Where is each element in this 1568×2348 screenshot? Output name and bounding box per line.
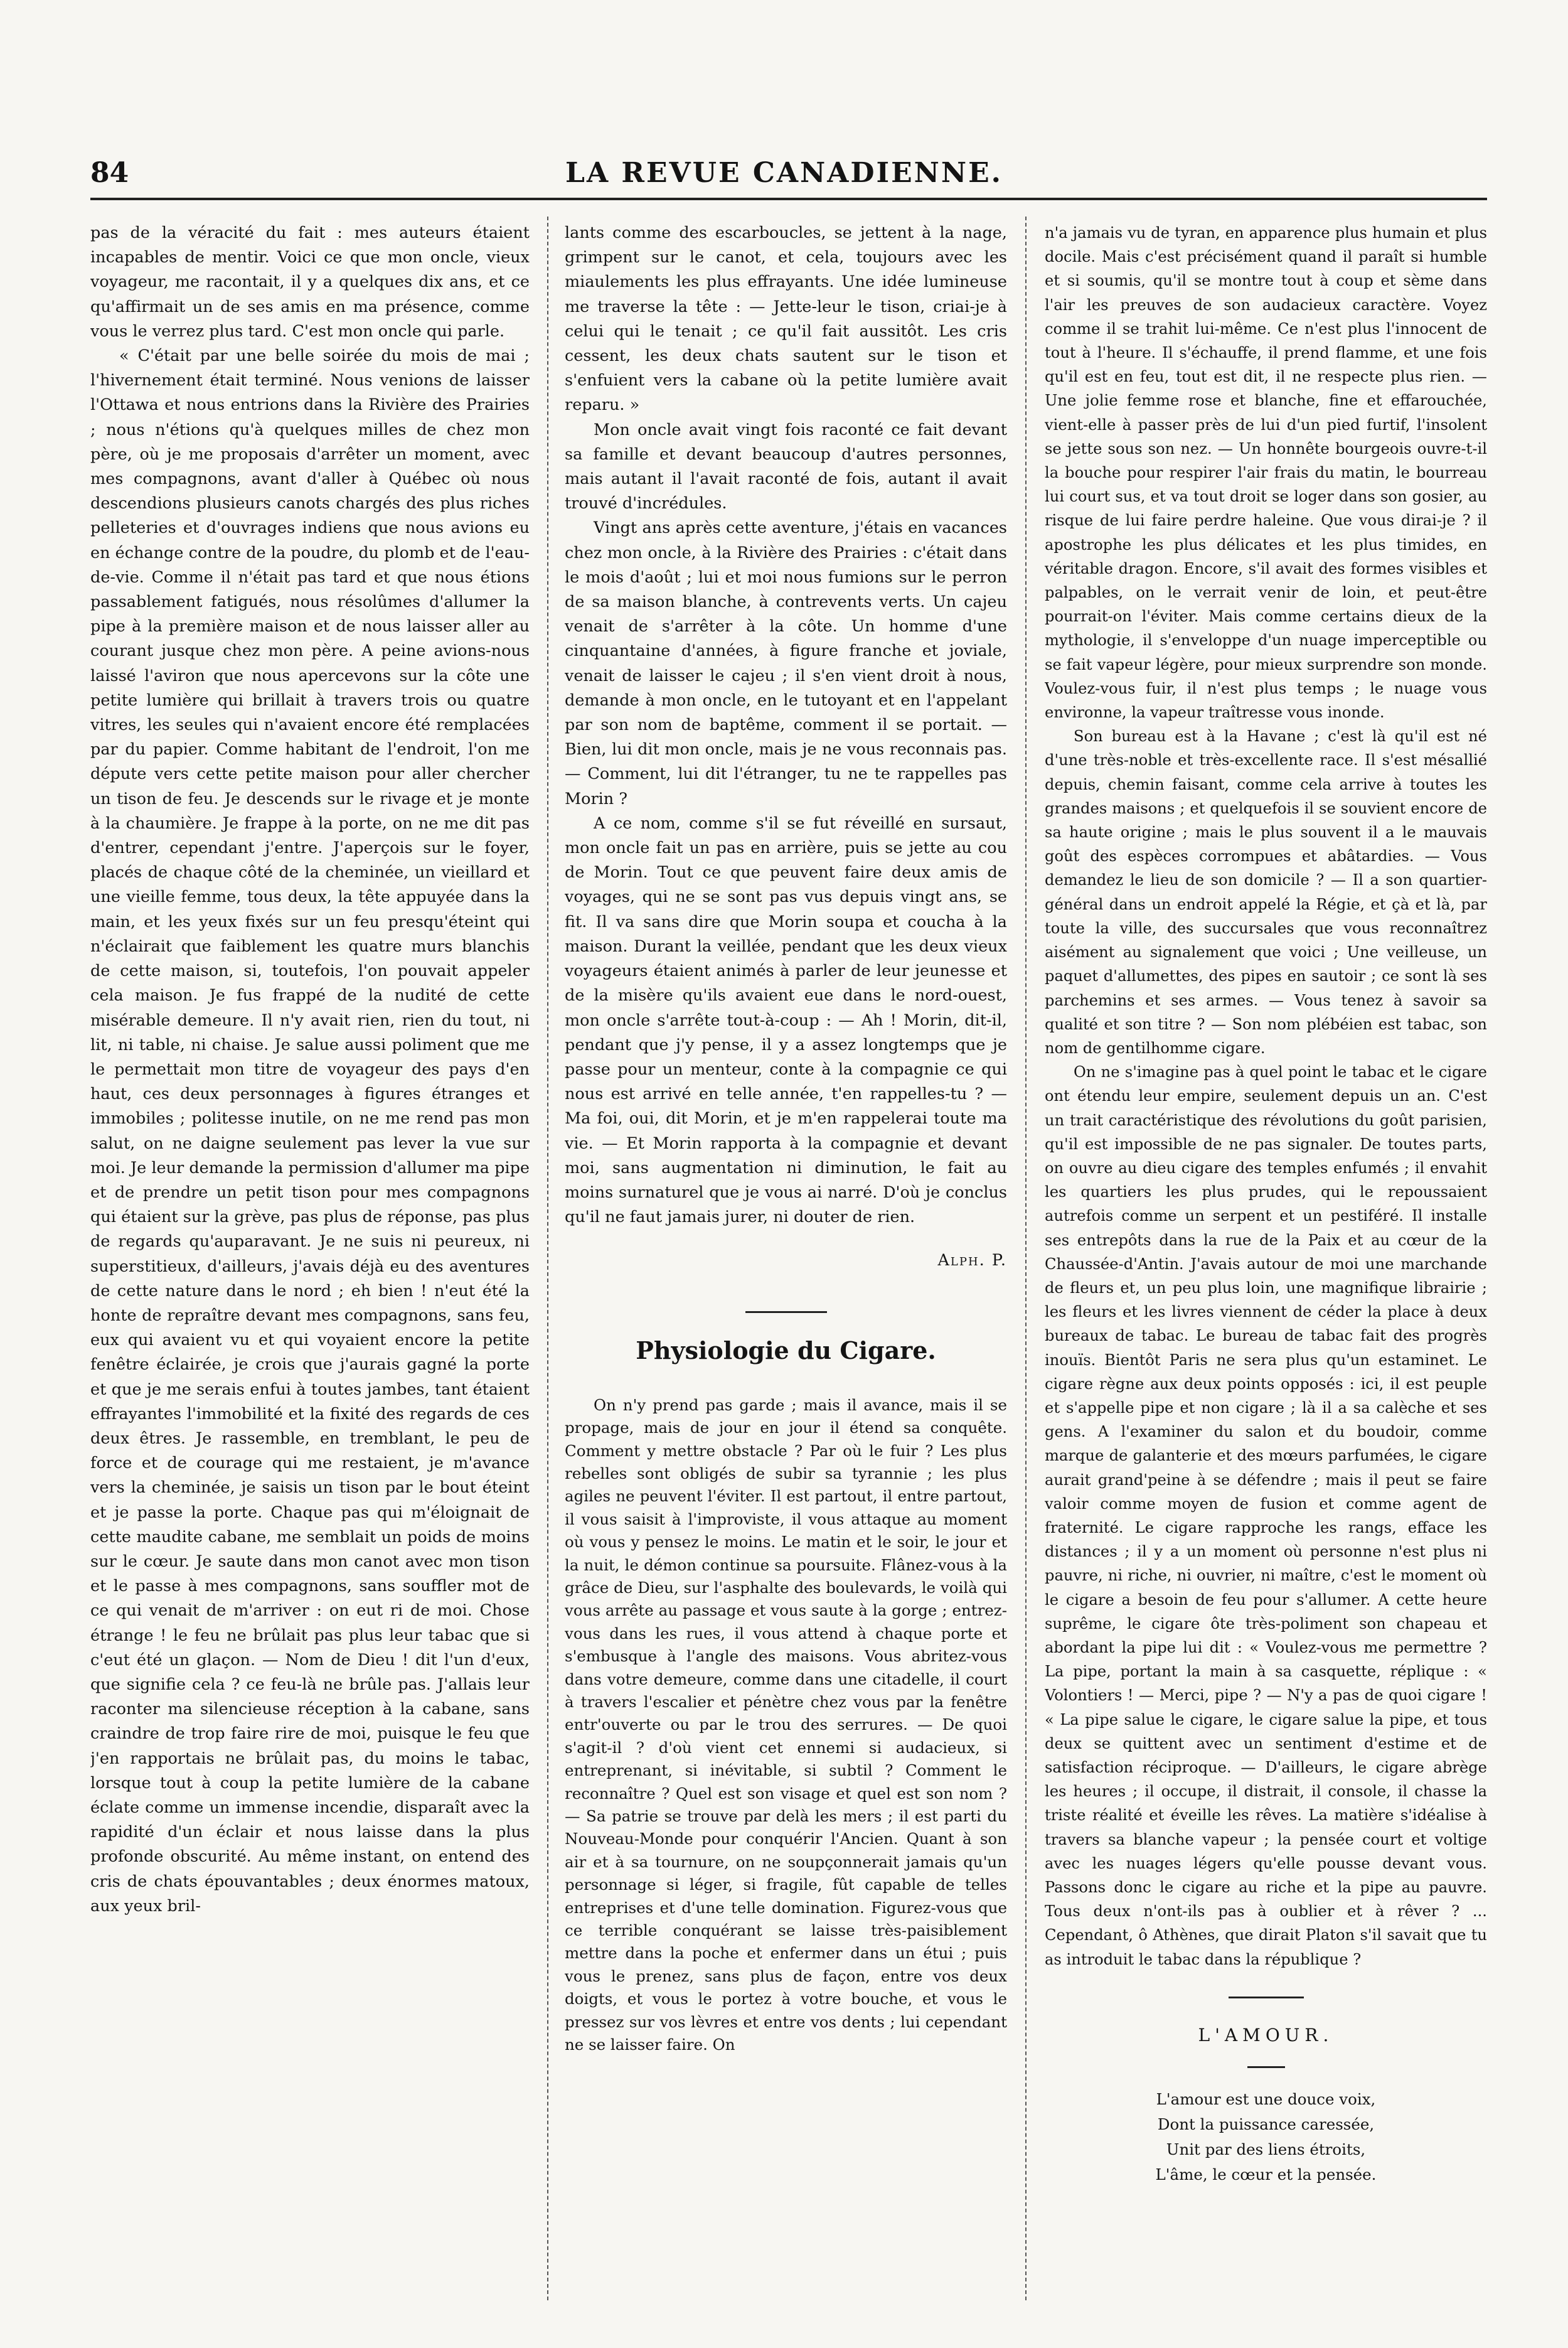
paragraph: n'a jamais vu de tyran, en apparence plus humain et plus docile. Mais c'est précisément quand il paraît si humble et si soumis, qu'il se montre tout à coup et sème dans l'air les preuves de son audacieux caractère. Voyez comme il se trahit lui-même. Ce n'est plus l'innocent de tout à l'heure. Il s'échauffe, il prend flamme, et une fois qu'il est en feu, tout est dit, il ne respecte plus rien. — Une jolie femme rose et blanche, fine et effarouchée, vient-elle à passer près de lui d'un pied furtif, l'insolent se jette sous son nez. — Un honnête bourgeois ouvre-t-il la bouche pour respirer l'air frais du matin, le bourreau lui court sus, et va tout droit se loger dans son gosier, au risque de lui faire perdre haleine. Que vous dirai-je ? il apostrophe les plus délicates et les plus timides, en véritable dragon. Encore, s'il avait des formes visibles et palpables, on le verrait venir de loin, et peut-être pourrait-on l'éviter. Mais comme certains dieux de la mythologie, il s'enveloppe d'un nuage imperceptible ou se fait vapeur légère, pour mieux surprendre son monde. Voulez-vous fuir, il n'est plus temps ; le nuage vous environne, la vapeur traîtresse vous inonde. bbox=[1045, 224, 1487, 722]
poem-title: L'AMOUR. bbox=[1198, 2024, 1334, 2045]
column-divider bbox=[547, 217, 548, 2300]
paragraph: Son bureau est à la Havane ; c'est là qu'il est né d'une très-noble et très-excellente race. Il s'est mésallié depuis, chemin faisant, comme cela arrive à toutes les grandes maisons ; et quelquefois il se souvient encore de sa haute origine ; mais le plus souvent il a le mauvais goût des espèces corrompues et abâtardies. — Vous demandez le lieu de son domicile ? — Il a son quartier-général dans un endroit appelé la Régie, et çà et là, par toute la ville, des succursales que vous reconnaîtrez aisément au signalement que voici ; Une veilleuse, un paquet d'allumettes, des pipes en sautoir ; ce sont là ses parchemins et ses armes. — Vous tenez à savoir sa qualité et son titre ? — Son nom plébéien est tabac, son nom de gentilhomme cigare. bbox=[1045, 727, 1487, 1057]
paragraph: On ne s'imagine pas à quel point le tabac et le cigare ont étendu leur empire, seulement depuis un an. C'est un trait caractéristique des révolutions du goût parisien, qu'il est impossible de ne pas signaler. De toutes parts, on ouvre au dieu cigare des temples enfumés ; il envahit les quartiers les plus prudes, qui le repoussaient autrefois comme un serpent et un pestiféré. Il installe ses entrepôts dans la rue de la Paix et au cœur de la Chaussée-d'Antin. J'avais autour de moi une marchande de fleurs et, un peu plus loin, une magnifique librairie ; les fleurs et les livres viennent de céder la place à deux bureaux de tabac. Le bureau de tabac fait des progrès inouïs. Bientôt Paris ne sera plus qu'un estaminet. Le cigare règne aux deux points opposés : ici, il est peuple et s'appelle pipe et non cigare ; là il a sa calèche et ses gens. A l'examiner du salon et du boudoir, comme marque de galanterie et des mœurs parfumées, le cigare aurait grand'peine à se défendre ; mais il peut se faire valoir comme moyen de fusion et comme agent de fraternité. Le cigare rapproche les rangs, efface les distances ; il y a un moment où personne n'est plus ni pauvre, ni riche, ni ouvrier, ni maître, c'est le moment où le cigare a besoin de feu pour s'allumer. A cette heure suprême, le cigare ôte très-poliment son chapeau et abordant la pipe lui dit : « Voulez-vous me permettre ? La pipe, portant la main à sa casquette, réplique : « Volontiers ! — Merci, pipe ? — N'y a pas de quoi cigare ! « La pipe salue le cigare, le cigare salue la pipe, et tous deux se quittent avec un sentiment d'estime et de satisfaction réciproque. — D'ailleurs, le cigare abrège les heures ; il occupe, il distrait, il console, il chasse la triste réalité et éveille les rêves. La matière s'idéalise à travers sa blanche vapeur ; la pensée court et voltige avec les nuages légers qu'elle pousse devant vous. Passons donc le cigare au riche et la pipe au pauvre. Tous deux n'ont-ils pas à oublier et à rêver ? ... Cependant, ô Athènes, que dirait Platon s'il savait que tu as introduit le tabac dans la république ? bbox=[1045, 1063, 1487, 1968]
column-2 bbox=[565, 221, 1007, 2292]
poem-line: Dont la puissance caressée, bbox=[1157, 2115, 1375, 2134]
author-signature: Alph. P. bbox=[937, 1251, 1007, 1270]
page-number: 84 bbox=[90, 157, 129, 189]
column-3 bbox=[1045, 221, 1487, 2292]
section-title: Physiologie du Cigare. bbox=[636, 1336, 936, 1364]
poem-line: Unit par des liens étroits, bbox=[1166, 2140, 1366, 2159]
section-body bbox=[565, 1394, 1007, 2057]
section-separator bbox=[745, 1311, 827, 1313]
section-separator bbox=[1229, 1997, 1304, 1998]
paragraph: A ce nom, comme s'il se fut réveillé en sursaut, mon oncle fait un pas en arrière, puis se jette au cou de Morin. Tout ce que peuvent faire deux amis de voyages, qui ne se sont pas vus depuis vingt ans, se fit. Il va sans dire que Morin soupa et coucha à la maison. Durant la veillée, pendant que les deux vieux voyageurs étaient animés à parler de leur jeunesse et de la misère qu'ils avaient eue dans le nord-ouest, mon oncle s'arrête tout-à-coup : — Ah ! Morin, dit-il, pendant que j'y pense, il y a assez longtemps que je passe pour un menteur, conte à la compagnie ce qui nous est arrivé en telle année, t'en rappelles-tu ? — Ma foi, oui, dit Morin, et je m'en rappelerai toute ma vie. — Et Morin rapporta à la compagnie et devant moi, sans augmentation ni diminution, le fait au moins surnaturel que je vous ai narré. D'où je conclus qu'il ne faut jamais jurer, ni douter de rien. bbox=[565, 813, 1007, 1227]
paragraph: lants comme des escarboucles, se jettent à la nage, grimpent sur le canot, et cela, toujours avec les miaulements les plus effrayants. Une idée lumineuse me traverse la tête : — Jette-leur le tison, criai-je à celui qui le tenait ; ce qu'il fait aussitôt. Les cris cessent, les deux chats sautent sur le tison et s'enfuient vers la cabane où la petite lumière avait reparu. » bbox=[565, 223, 1007, 415]
paragraph: « C'était par une belle soirée du mois de mai ; l'hivernement était terminé. Nous venions de laisser l'Ottawa et nous entrions dans la Rivière des Prairies ; nous n'étions qu'à quelques milles de chez mon père, où je me proposais d'arrêter un moment, avec mes compagnons, avant d'aller à Québec où nous descendions plusieurs canots chargés des plus riches pelleteries et d'ouvrages indiens que nous avions eu en échange contre de la poudre, du plomb et de l'eau-de-vie. Comme il n'était pas tard et que nous étions passablement fatigués, nous résolûmes d'allumer la pipe à la première maison et de nous laisser aller au courant jusque chez mon père. A peine avions-nous laissé l'aviron que nous apercevons sur la côte une petite lumière qui brillait à travers trois ou quatre vitres, les seules qui n'avaient encore été remplacées par du papier. Comme habitant de l'endroit, l'on me députe vers cette petite maison pour aller chercher un tison de feu. Je descends sur le rivage et je monte à la chaumière. Je frappe à la porte, on ne me dit pas d'entrer, cependant j'entre. J'aperçois sur le foyer, placés de chaque côté de la cheminée, un vieillard et une vieille femme, tous deux, la tête appuyée dans la main, et les yeux fixés sur un feu presqu'éteint qui n'éclairait que faiblement les quatre murs blanchis de cette maison, si, toutefois, l'on pouvait appeler cela maison. Je fus frappé de la nudité de cette misérable demeure. Il n'y avait rien, rien du tout, ni lit, ni table, ni chaise. Je salue aussi poliment que me le permettait mon titre de voyageur des pays d'en haut, ces deux personnages à figures étranges et immobiles ; politesse inutile, on ne me rend pas mon salut, on ne daigne seulement pas lever la vue sur moi. Je leur demande la permission d'allumer ma pipe et de prendre un petit tison pour mes compagnons qui étaient sur la grève, pas plus de réponse, pas plus de regards qu'auparavant. Je ne suis ni peureux, ni superstitieux, d'ailleurs, j'avais déjà eu des aventures de cette nature dans le nord ; eh bien ! n'eut été la honte de repraître devant mes compagnons, sans feu, eux qui avaient vu et qui voyaient encore la petite fenêtre éclairée, je crois que j'aurais gagné la porte et que je me serais enfui à toutes jambes, tant étaient effrayantes l'immobilité et la fixité des regards de ces deux êtres. Je rassemble, en tremblant, le peu de force et de courage qui me restaient, je m'avance vers la cheminée, je saisis un tison par le bout éteint et je passe la porte. Chaque pas qui m'éloignait de cette maudite cabane, me semblait un poids de moins sur le cœur. Je saute dans mon canot avec mon tison et le passe à mes compagnons, sans souffler mot de ce qui venait de m'arriver : on eut ri de moi. Chose étrange ! le feu ne brûlait pas plus leur tabac que si c'eut été un glaçon. — Nom de Dieu ! dit l'un d'eux, que signifie cela ? ce feu-là ne brûle pas. J'allais leur raconter ma silencieuse réception à la cabane, sans craindre de trop faire rire de moi, puisque le feu que j'en rapportais ne brûlait pas, du moins le tabac, lorsque tout à coup la petite lumière de la cabane éclate comme un immense incendie, disparaît avec la rapidité d'un éclair et nous laisse dans la plus profonde obscurité. Au même instant, on entend des cris de chats épouvantables ; deux énormes matoux, aux yeux bril- bbox=[90, 346, 530, 1916]
poem-separator bbox=[1247, 2066, 1285, 2068]
paragraph: Vingt ans après cette aventure, j'étais en vacances chez mon oncle, à la Rivière des Prairies : c'était dans le mois d'août ; lui et moi nous fumions sur le perron de sa maison blanche, à contrevents verts. Un cajeu venait de s'arrêter à la côte. Un homme d'une cinquantaine d'années, à figure franche et joviale, venait de laisser le cajeu ; il s'en vient droit à nous, demande à mon oncle, en le tutoyant et en l'appelant par son nom de baptême, comment il se portait. — Bien, lui dit mon oncle, mais je ne vous reconnais pas. — Comment, lui dit l'étranger, tu ne te rappelles pas Morin ? bbox=[565, 518, 1007, 808]
journal-title: LA REVUE CANADIENNE. bbox=[565, 157, 1003, 189]
paragraph: pas de la véracité du fait : mes auteurs étaient incapables de mentir. Voici ce que mon oncle, vieux voyageur, me racontait, il y a quelques dix ans, et ce qu'affirmait un de ses amis en ma présence, comme vous le verrez plus tard. C'est mon oncle qui parle. bbox=[90, 223, 530, 341]
poem-line: L'amour est une douce voix, bbox=[1156, 2090, 1376, 2109]
column-1 bbox=[90, 221, 530, 2292]
column-divider bbox=[1025, 217, 1027, 2300]
paragraph: Mon oncle avait vingt fois raconté ce fait devant sa famille et devant beaucoup d'autres personnes, mais autant il l'avait raconté de fois, autant il avait trouvé d'incrédules. bbox=[565, 420, 1007, 513]
poem-line: L'âme, le cœur et la pensée. bbox=[1155, 2165, 1377, 2184]
paragraph: On n'y prend pas garde ; mais il avance, mais il se propage, mais de jour en jour il étend sa conquête. Comment y mettre obstacle ? Par où le fuir ? Les plus rebelles sont obligés de subir sa tyrannie ; les plus agiles ne peuvent l'éviter. Il est partout, il entre partout, il vous saisit à l'improviste, il vous attaque au moment où vous y pensez le moins. Le matin et le soir, le jour et la nuit, le démon continue sa poursuite. Flânez-vous à la grâce de Dieu, sur l'asphalte des boulevards, le voilà qui vous arrête au passage et vous saute à la gorge ; entrez-vous dans les rues, il vous attend à chaque porte et s'embusque à l'angle des maisons. Vous abritez-vous dans votre demeure, comme dans une citadelle, il court à travers l'escalier et pénètre chez vous par la fenêtre entr'ouverte ou par le trou des serrures. — De quoi s'agit-il ? d'où vient cet ennemi si audacieux, si entreprenant, si inévitable, si subtil ? Comment le reconnaître ? Quel est son visage et quel est son nom ? — Sa patrie se trouve par delà les mers ; il est parti du Nouveau-Monde pour conquérir l'Ancien. Quant à son air et à sa tournure, on ne soupçonnerait jamais qu'un personnage si léger, si fragile, fût capable de telles entreprises et d'une telle domination. Figurez-vous que ce terrible conquérant se laisse très-paisiblement mettre dans la poche et enfermer dans un étui ; puis vous le prenez, sans plus de façon, entre vos deux doigts, et vous le portez à votre bouche, et vous le pressez sur vos lèvres et entre vos dents ; lui cependant ne se laisser faire. On bbox=[565, 1395, 1007, 2054]
header-rule bbox=[90, 198, 1487, 200]
